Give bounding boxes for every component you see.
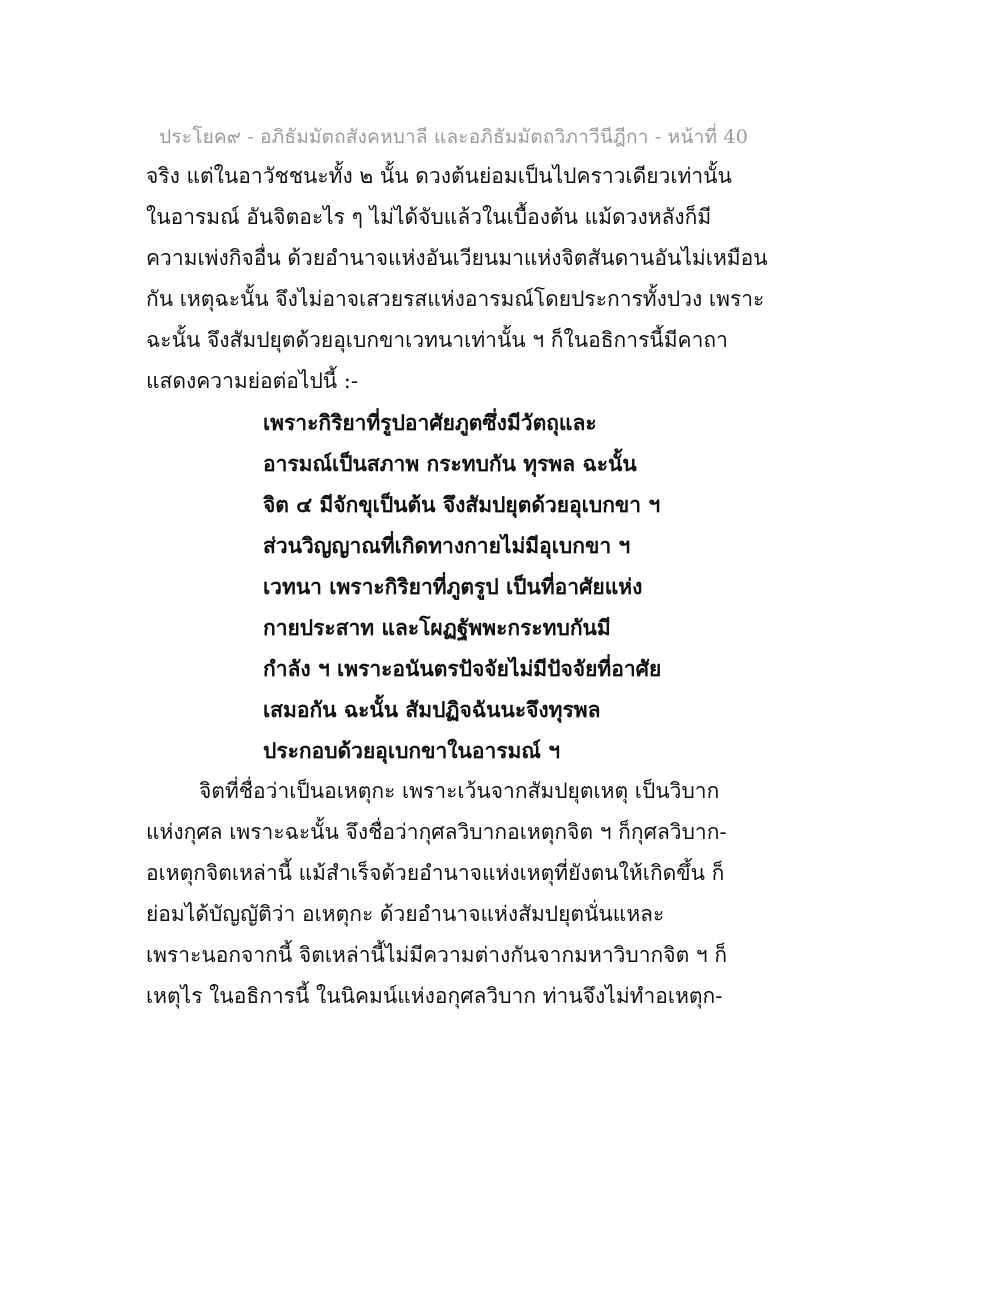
paragraph-line: ความเพ่งกิจอื่น ด้วยอำนาจแห่งอันเวียนมาแห่งจิตสันดานอันไม่เหมือน: [146, 246, 768, 270]
verse-line: ส่วนวิญญาณที่เกิดทางกายไม่มีอุเบกขา ฯ: [263, 533, 631, 558]
verse-line: เวทนา เพราะกิริยาที่ภูตรูป เป็นที่อาศัยแห่ง: [263, 574, 643, 599]
paragraph-1: [146, 156, 768, 402]
paragraph-line: แห่งกุศล เพราะฉะนั้น จึงชื่อว่ากุศลวิบากอเหตุกจิต ฯ ก็กุศลวิบาก-: [146, 820, 727, 844]
paragraph-2: [146, 771, 746, 1017]
verse-line: เพราะกิริยาที่รูปอาศัยภูตซึ่งมีวัตถุและ: [263, 410, 597, 435]
paragraph-line: เหตุไร ในอธิการนี้ ในนิคมน์แห่งอกุศลวิบาก ท่านจึงไม่ทำอเหตุก-: [146, 984, 723, 1008]
paragraph-line: อเหตุกจิตเหล่านี้ แม้สำเร็จด้วยอำนาจแห่งเหตุที่ยังตนให้เกิดขึ้น ก็: [146, 861, 725, 885]
paragraph-line: จิตที่ชื่อว่าเป็นอเหตุกะ เพราะเว้นจากสัมปยุตเหตุ เป็นวิบาก: [199, 779, 720, 803]
verse-line: อารมณ์เป็นสภาพ กระทบกัน ทุรพล ฉะนั้น: [263, 451, 637, 476]
verse-line: เสมอกัน ฉะนั้น สัมปฏิจฉันนะจึงทุรพล: [263, 697, 601, 722]
verse-line: ประกอบด้วยอุเบกขาในอารมณ์ ฯ: [263, 738, 560, 763]
paragraph-line: ฉะนั้น จึงสัมปยุตด้วยอุเบกขาเวทนาเท่านั้น ฯ ก็ในอธิการนี้มีคาถา: [146, 328, 728, 352]
body-text: [146, 156, 768, 1017]
paragraph-line: จริง แต่ในอาวัชชนะทั้ง ๒ นั้น ดวงต้นย่อมเป็นไปคราวเดียวเท่านั้น: [146, 164, 732, 188]
verse-line: กายประสาท และโผฏฐัพพะกระทบกันมี: [263, 615, 611, 640]
paragraph-line: ย่อมได้บัญญัติว่า อเหตุกะ ด้วยอำนาจแห่งสัมปยุตนั่นแหละ: [146, 902, 665, 926]
paragraph-line: แสดงความย่อต่อไปนี้ :-: [146, 369, 358, 393]
paragraph-line: กัน เหตุฉะนั้น จึงไม่อาจเสวยรสแห่งอารมณ์โดยประการทั้งปวง เพราะ: [146, 287, 765, 311]
verse-line: กำลัง ฯ เพราะอนันตรปัจจัยไม่มีปัจจัยที่อาศัย: [263, 656, 662, 681]
paragraph-line: ในอารมณ์ อันจิตอะไร ๆ ไม่ได้จับแล้วในเบื้องต้น แม้ดวงหลังก็มี: [146, 205, 712, 229]
verse-block: [146, 402, 746, 771]
verse-line: จิต ๔ มีจักขุเป็นต้น จึงสัมปยุตด้วยอุเบกขา ฯ: [263, 492, 661, 517]
paragraph-line: เพราะนอกจากนี้ จิตเหล่านี้ไม่มีความต่างกันจากมหาวิบากจิต ฯ ก็: [146, 943, 728, 967]
running-header: ประโยค๙ - อภิธัมมัตถสังคหบาลี และอภิธัมมัตถวิภาวีนีฎีกา - หน้าที่ 40: [159, 126, 748, 148]
